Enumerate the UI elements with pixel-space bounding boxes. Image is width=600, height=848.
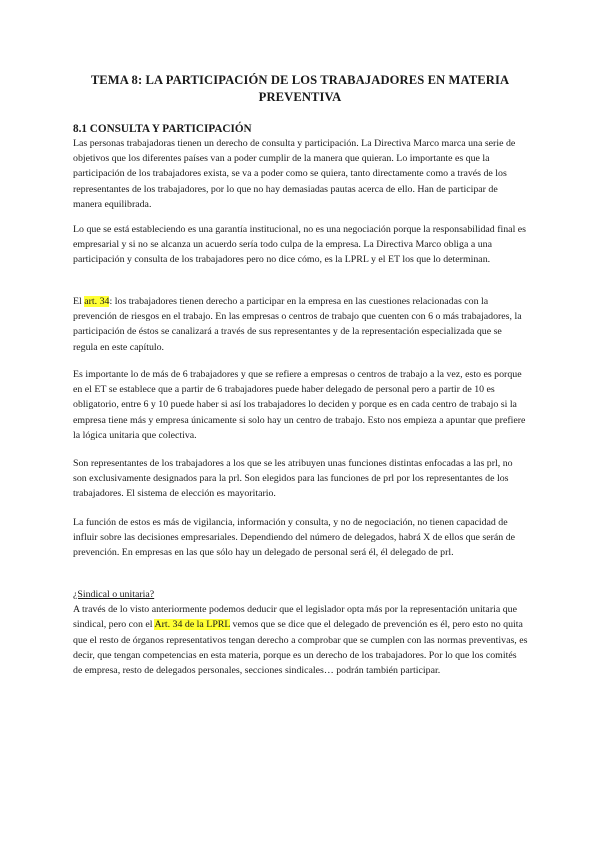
document-title (60, 72, 540, 105)
paragraph-4: Es importante lo de más de 6 trabajadores y que se refiere a empresas o centros de trabajo a la vez, esto es porque en el ET se establece que a partir de 6 trabajadores puede haber delegado de personal pero a partir de 10 es obligatorio, entre 6 y 10 puede haber si así los trabajadores lo deciden y porque es en cada centro de trabajo si la empresa tiene más y empresa únicamente si solo hay un centro de trabajo. Esto nos empieza a apuntar que prefiere la lógica unitaria que colectiva. (73, 369, 526, 441)
paragraph-6: La función de estos es más de vigilancia, información y consulta, y no de negociación, no tienen capacidad de influir sobre las decisiones empresariales. Dependiendo del número de delegados, habrá X de ellos que serán de prevención. En empresas en las que sólo hay un delegado de personal será él, él delegado de prl. (73, 517, 516, 559)
paragraph-2: Lo que se está estableciendo es una garantía institucional, no es una negociación porque la responsabilidad final es empresarial y si no se alcanza un acuerdo sería todo culpa de la empresa. La Directiva Marco obliga a una participación y consulta de los trabajadores pero no dice cómo, es la LPRL y el ET los que lo determinan. (73, 224, 527, 266)
paragraph-3-prefix: El (73, 296, 85, 307)
paragraph-7-prefix: A través de lo visto anteriormente podemos deducir que el legislador opta más por la representación unitaria que sindical, pero con el (73, 604, 517, 631)
paragraph-3 (73, 294, 528, 355)
title-line-2: PREVENTIVA (258, 89, 342, 104)
paragraph-5: Son representantes de los trabajadores a los que se les atribuyen unas funciones distintas enfocadas a las prl, no son exclusivamente designados para la prl. Son elegidos para las funciones de prl por los representantes de los trabajadores. El sistema de elección es mayoritario. (73, 458, 513, 500)
subsection-heading: ¿Sindical o unitaria? (73, 589, 155, 600)
section-heading: 8.1 CONSULTA Y PARTICIPACIÓN (73, 123, 252, 135)
paragraph-7 (73, 587, 528, 678)
paragraph-1: Las personas trabajadoras tienen un derecho de consulta y participación. La Directiva Marco marca una serie de objetivos que los diferentes países van a poder cumplir de la manera que quieran. Lo importante es que la participación de los trabajadores exista, se va a poder como se quiera, tanto directamente como a través de los representantes de los trabajadores, por lo que no hay demasiadas pautas acerca de ello. Han de participar de manera equilibrada. (73, 138, 516, 210)
title-line-1: TEMA 8: LA PARTICIPACIÓN DE LOS TRABAJADORES EN MATERIA (90, 73, 510, 87)
lprl-article-highlight: Art. 34 de la LPRL (154, 619, 231, 631)
paragraph-3-text: : los trabajadores tienen derecho a participar en la empresa en las cuestiones relacionadas con la prevención de riesgos en el trabajo. En las empresas o centros de trabajo que cuenten con 6 o más trabajadores, la participación de éstos se canalizará a través de sus representantes y de la representación especializada que se regula en este capítulo. (73, 296, 522, 353)
paragraph-7-text: vemos que se dice que el delegado de prevención es él, pero esto no quita que el resto de órganos representativos tengan derecho a comprobar que se cumplen con las normas preventivas, es decir, que tengan competencias en esta materia, porque es un derecho de los trabajadores. Por lo que los comités de empresa, resto de delegados personales, secciones sindicales… podrán también participar. (73, 619, 528, 677)
article-34-highlight: art. 34 (84, 296, 110, 307)
